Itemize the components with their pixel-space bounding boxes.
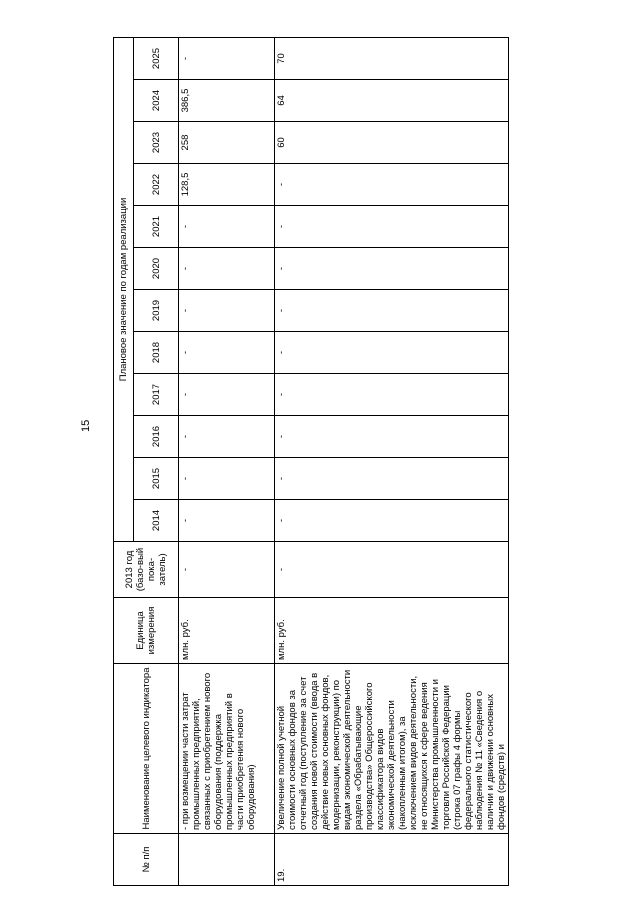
row-name: - при возмещении части затрат промышленных предприятий, связанных с приобретением нового оборудования (поддержка промышленных предприятий в части приобретения нового оборудования) <box>179 664 275 834</box>
row-base: - <box>179 542 275 598</box>
table-row <box>179 37 275 885</box>
header-unit: Единица измерения <box>114 598 179 664</box>
year-2024: 2024 <box>134 80 179 122</box>
value-cell: - <box>179 332 275 374</box>
header-num: № п/п <box>114 834 179 886</box>
year-2018: 2018 <box>134 332 179 374</box>
row-name: Увеличение полной учетной стоимости основных фондов за отчетный год (поступление за счет создания новой стоимости (ввода в действие новых основных фондов, модернизации, реконструкции) по видам экономической деятельности раздела «Обрабатывающие производства» Общероссийского классификатора видов экономической деятельности (накопленным итогом), за исключением видов деятельности, не относящихся к сфере ведения Министерства промышленности и торговли Российской Федерации (строка 07 графы 4 формы федерального статистического наблюдения № 11 «Сведения о наличии и движении основных фондов (средств) и <box>275 664 509 834</box>
year-2016: 2016 <box>134 416 179 458</box>
value-cell: - <box>179 500 275 542</box>
value-cell: - <box>179 458 275 500</box>
header-name: Наименование целевого индикатора <box>114 664 179 834</box>
rotated-page <box>113 38 633 886</box>
row-unit: млн. руб. <box>179 598 275 664</box>
value-cell: - <box>275 332 509 374</box>
row-base: - <box>275 542 509 598</box>
value-cell: - <box>179 416 275 458</box>
header-base: 2013 год (базо-вый пока-затель) <box>114 542 179 598</box>
table-row <box>275 37 509 885</box>
value-cell: 386,5 <box>179 80 275 122</box>
value-cell: - <box>275 206 509 248</box>
row-num <box>179 834 275 886</box>
year-2015: 2015 <box>134 458 179 500</box>
value-cell: - <box>179 206 275 248</box>
value-cell: - <box>275 374 509 416</box>
value-cell: - <box>275 248 509 290</box>
year-2022: 2022 <box>134 164 179 206</box>
year-2019: 2019 <box>134 290 179 332</box>
page-number: 15 <box>80 419 92 432</box>
row-num: 19. <box>275 834 509 886</box>
indicator-table <box>113 37 509 886</box>
value-cell: 60 <box>275 122 509 164</box>
value-cell: 64 <box>275 80 509 122</box>
value-cell: - <box>179 374 275 416</box>
value-cell: - <box>179 290 275 332</box>
year-2014: 2014 <box>134 500 179 542</box>
year-2017: 2017 <box>134 374 179 416</box>
value-cell: - <box>275 458 509 500</box>
year-2020: 2020 <box>134 248 179 290</box>
value-cell: - <box>179 248 275 290</box>
value-cell: 70 <box>275 37 509 79</box>
row-unit: млн. руб. <box>275 598 509 664</box>
value-cell: 128,5 <box>179 164 275 206</box>
year-2025: 2025 <box>134 37 179 79</box>
value-cell: - <box>275 290 509 332</box>
value-cell: - <box>275 164 509 206</box>
header-plan: Плановое значение по годам реализации <box>114 37 134 541</box>
value-cell: - <box>275 500 509 542</box>
value-cell: - <box>179 37 275 79</box>
year-2021: 2021 <box>134 206 179 248</box>
value-cell: - <box>275 416 509 458</box>
year-2023: 2023 <box>134 122 179 164</box>
value-cell: 258 <box>179 122 275 164</box>
